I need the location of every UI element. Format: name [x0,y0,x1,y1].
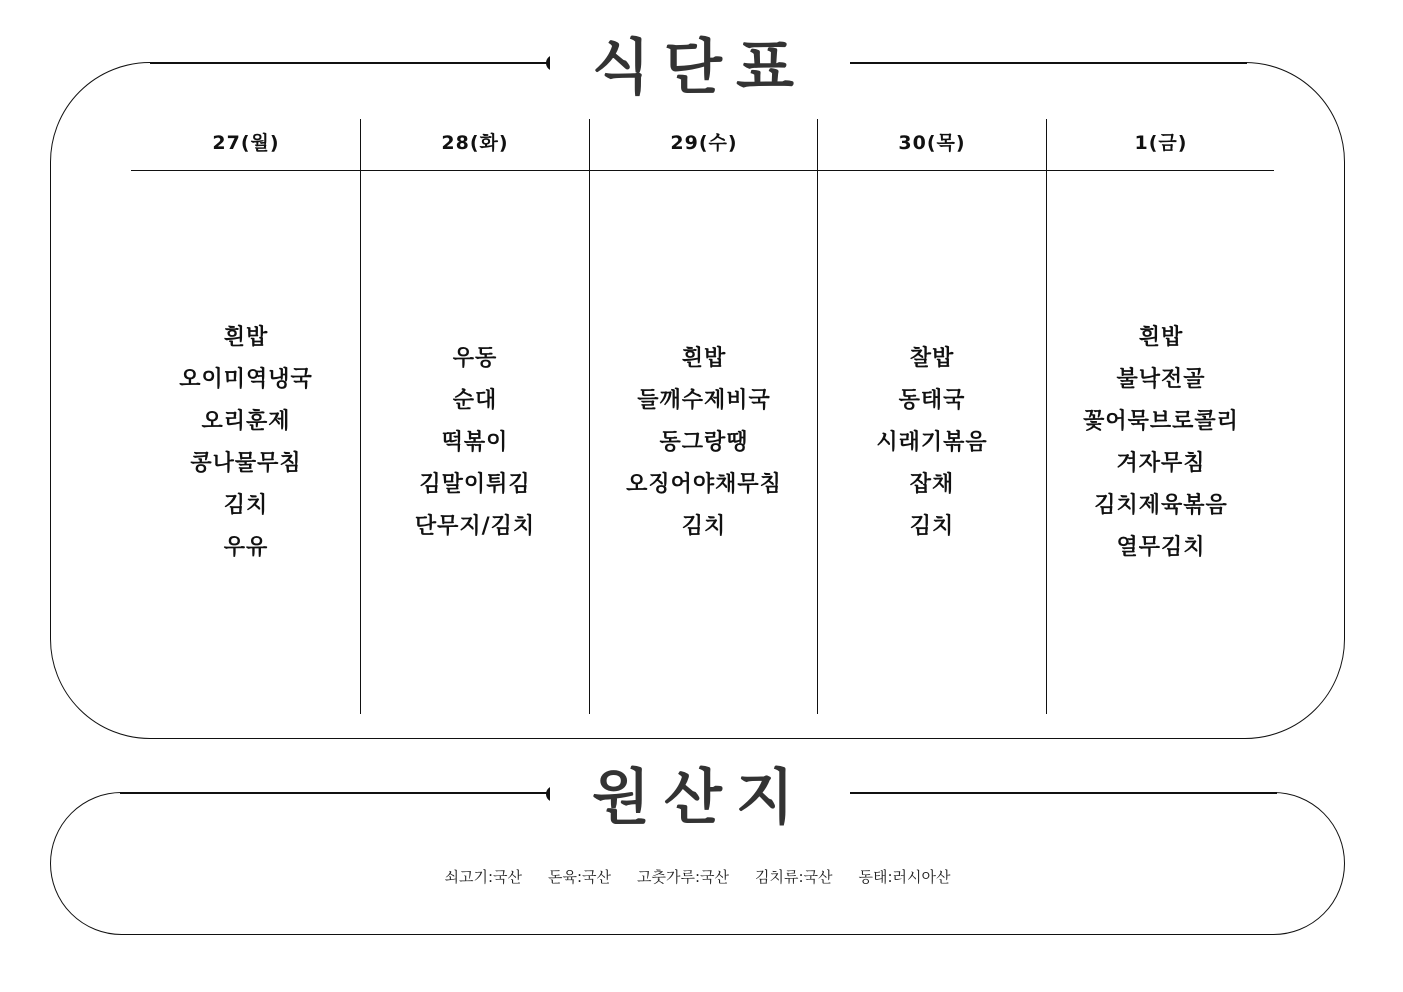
dish-item: 시래기볶음 [876,429,988,455]
dish-item: 동태국 [898,387,966,413]
origin-item: 돈육:국산 [547,868,611,886]
dish-item: 순대 [452,387,498,413]
dish-item: 들깨수제비국 [637,387,771,413]
dish-item: 찰밥 [909,345,955,371]
dish-item: 우유 [223,534,269,560]
day-column-wed [590,119,818,714]
origin-title-line-left [120,792,554,794]
day-column-mon [132,119,360,714]
dish-item: 김치 [223,492,269,518]
dish-item: 흰밥 [681,345,727,371]
dish-item: 오리훈제 [201,408,291,434]
dish-list [590,171,818,714]
dish-list [818,171,1046,714]
day-column-tue [361,119,589,714]
menu-title-line-right [842,62,1247,64]
dish-list [361,171,589,714]
dish-item: 김치 [909,513,955,539]
dish-item: 콩나물무침 [190,450,302,476]
origin-item: 김치류:국산 [755,868,833,886]
dish-item: 오이미역냉국 [179,366,313,392]
origin-item: 쇠고기:국산 [444,868,522,886]
menu-title-line-left [150,62,554,64]
day-label: 1(금) [1134,132,1188,154]
day-label: 29(수) [670,132,738,154]
day-label: 28(화) [441,132,509,154]
origin-title: 원산지 [550,768,850,828]
dish-item: 김치제육볶음 [1094,492,1228,518]
dish-item: 잡채 [909,471,955,497]
day-label: 30(목) [898,132,966,154]
origin-title-line-right [842,792,1277,794]
dish-item: 꽃어묵브로콜리 [1083,408,1239,434]
dish-item: 흰밥 [1138,324,1184,350]
day-label: 27(월) [212,132,280,154]
dish-item: 열무김치 [1116,534,1206,560]
dish-item: 동그랑땡 [659,429,749,455]
origin-item: 고춧가루:국산 [637,868,729,886]
dish-item: 김치 [681,513,727,539]
day-column-thu [818,119,1046,714]
dish-list [132,171,360,714]
dish-item: 겨자무침 [1116,450,1206,476]
dish-item: 흰밥 [223,324,269,350]
dish-item: 단무지/김치 [414,513,536,539]
menu-title: 식단표 [550,38,850,98]
origin-list [50,866,1345,894]
dish-item: 오징어야채무침 [626,471,782,497]
dish-item: 우동 [452,345,498,371]
origin-item: 동태:러시아산 [858,868,951,886]
dish-list [1047,171,1275,714]
dish-item: 떡볶이 [441,429,509,455]
dish-item: 김말이튀김 [419,471,531,497]
day-column-fri [1047,119,1275,714]
dish-item: 불낙전골 [1116,366,1206,392]
